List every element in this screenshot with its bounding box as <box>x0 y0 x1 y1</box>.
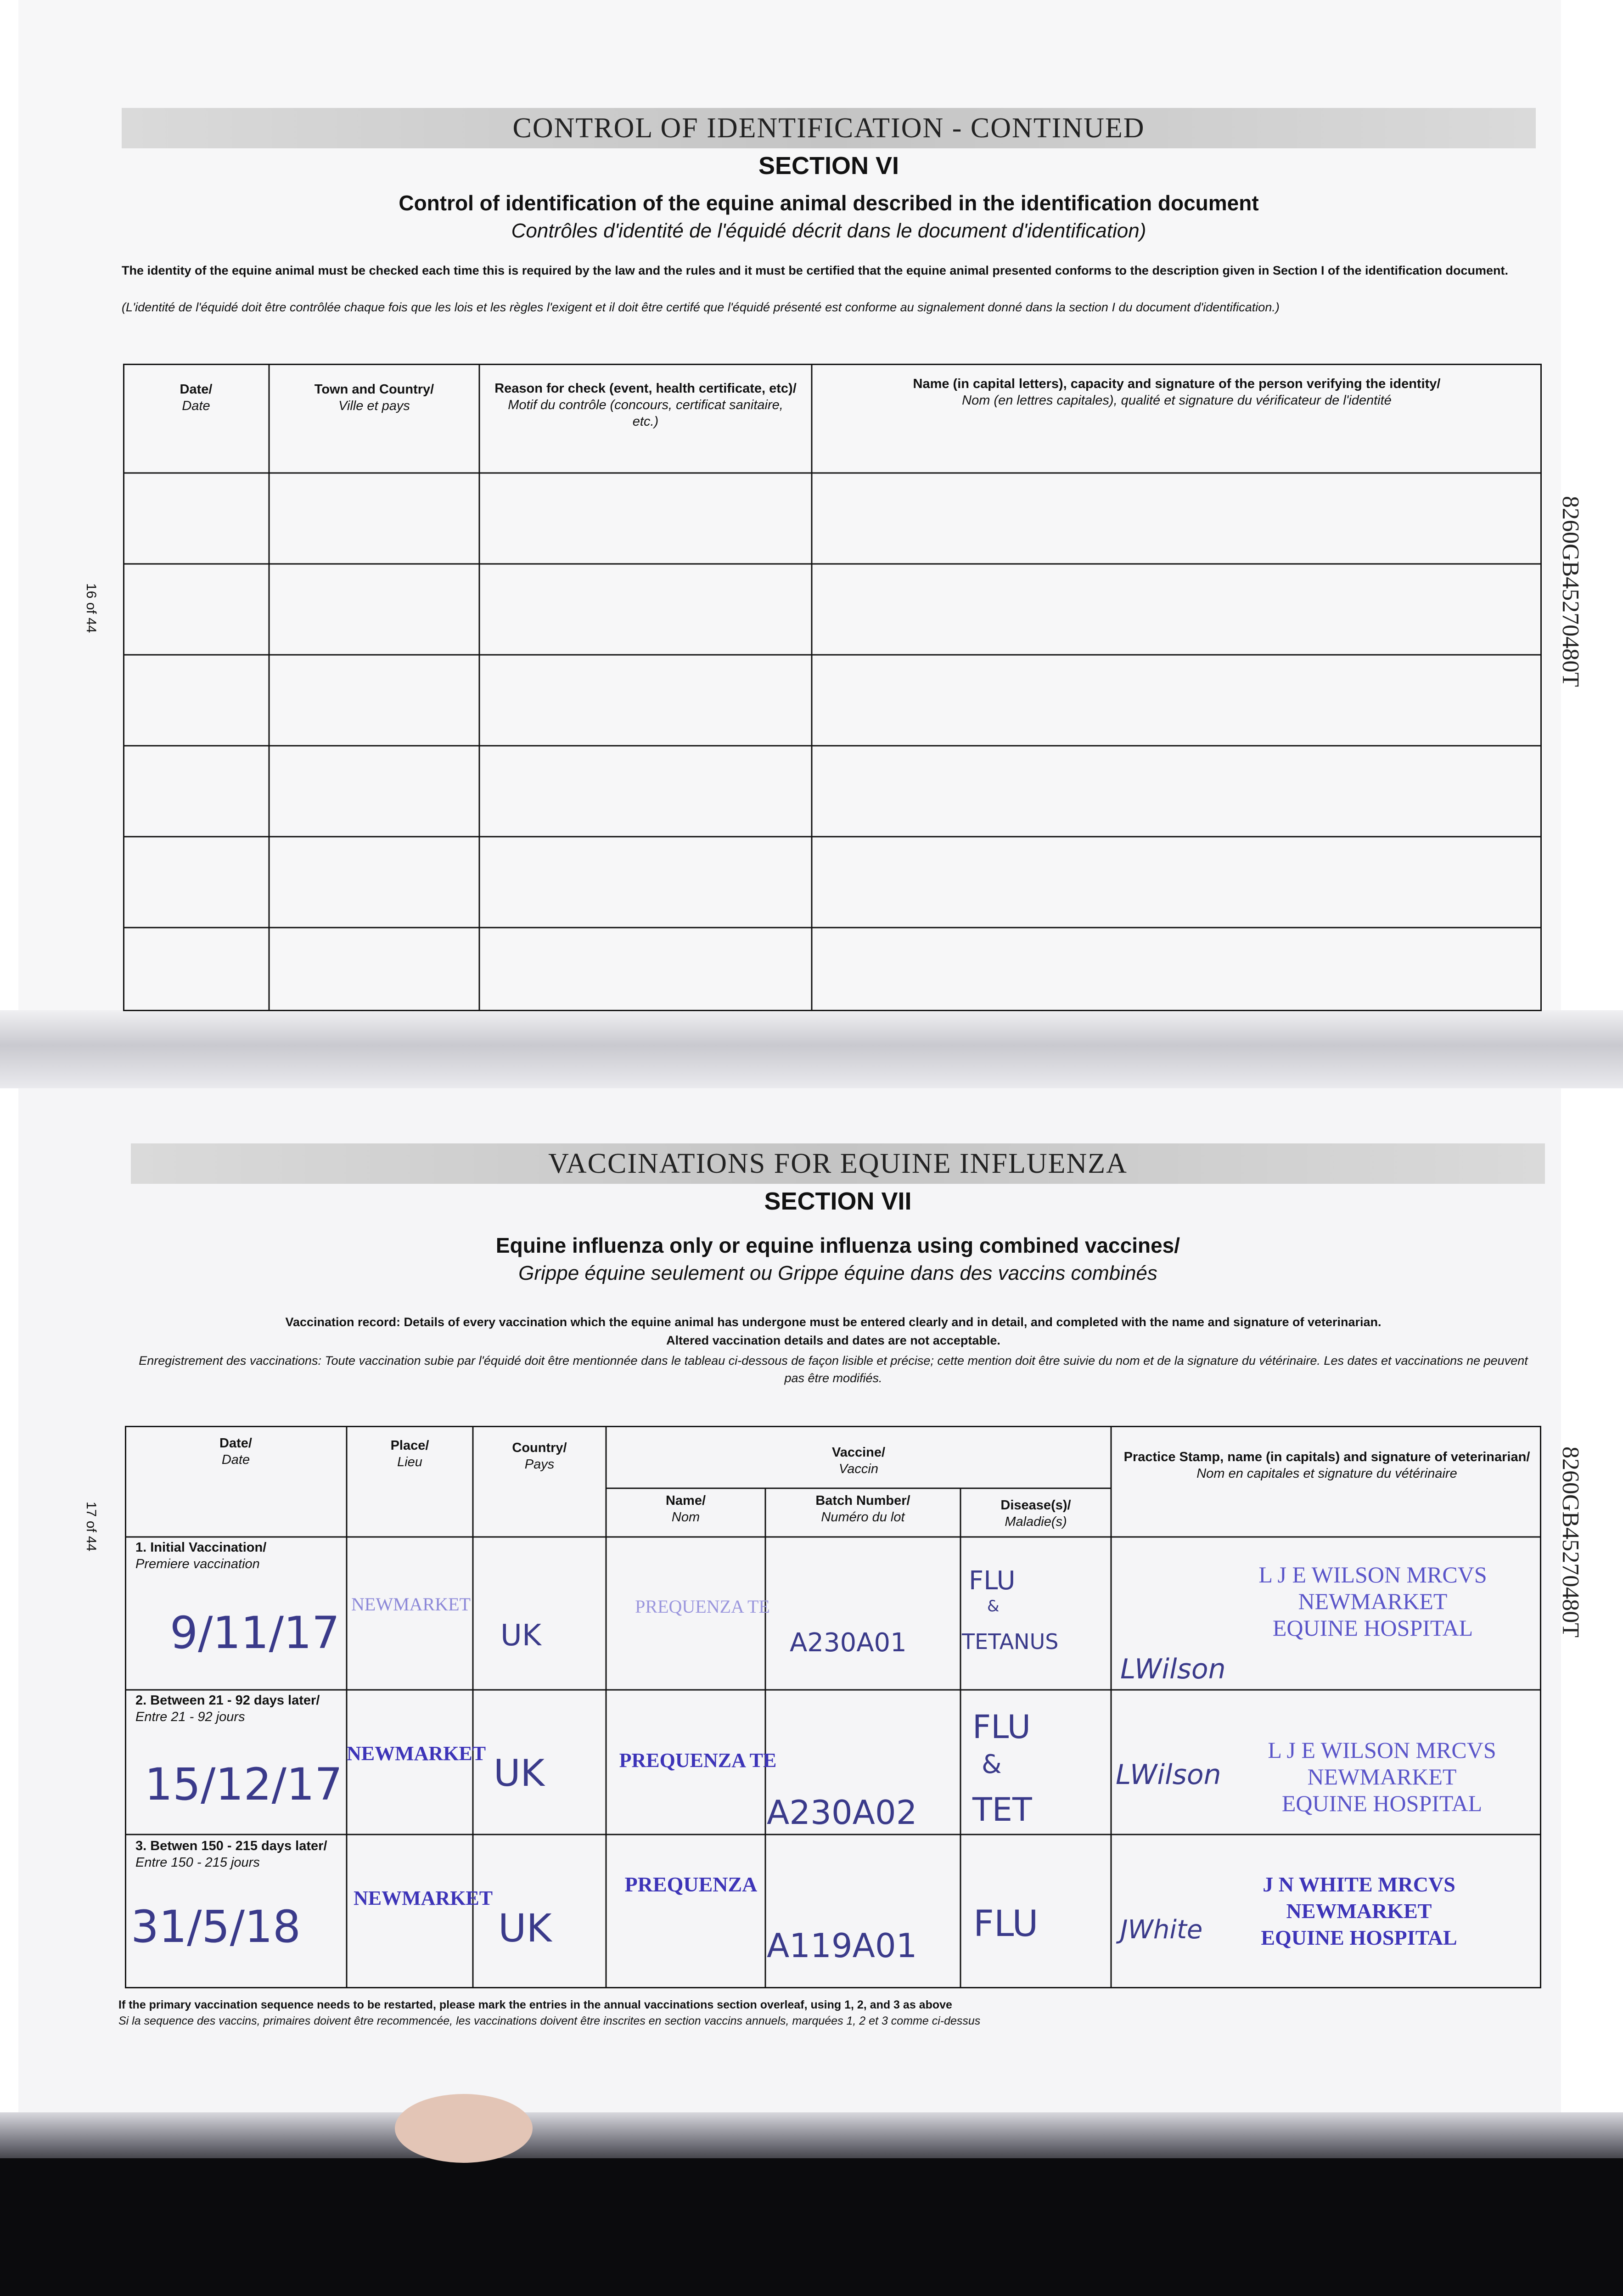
page-fold <box>0 1010 1623 1088</box>
s6-row-5[interactable] <box>123 837 1542 928</box>
section7-banner: VACCINATIONS FOR EQUINE INFLUENZA <box>131 1143 1545 1184</box>
s7-row1-country[interactable]: UK <box>500 1619 541 1653</box>
s7-col-country: Country/ Pays <box>512 1441 567 1472</box>
section7-footnote: If the primary vaccination sequence needs to be restarted, please mark the entries in the annual vaccinations section overleaf, using 1, 2, and 3 as above <box>118 1998 952 2011</box>
s7-row3-date[interactable]: 31/5/18 <box>131 1901 301 1953</box>
section7-title: SECTION VII <box>764 1187 912 1215</box>
s7-col-vaccine-name: Name/ Nom <box>665 1493 706 1525</box>
s7-row1-disease-2[interactable]: & <box>987 1597 1000 1615</box>
s7-row2-stamp-name: L J E WILSON MRCVS <box>1268 1737 1496 1763</box>
s7-row1-disease-3[interactable]: TETANUS <box>962 1629 1059 1654</box>
s7-row2-vaccine[interactable]: PREQUENZA TE <box>619 1749 777 1772</box>
s7-col-place: Place/ Lieu <box>390 1438 429 1469</box>
section6-subtitle: Control of identification of the equine animal described in the identification document <box>399 191 1259 215</box>
s7-row3-vaccine[interactable]: PREQUENZA <box>624 1873 758 1896</box>
s7-col-vaccine: Vaccine/ Vaccin <box>831 1445 886 1476</box>
s7-row1-place[interactable]: NEWMARKET <box>351 1594 471 1615</box>
s7-row3-place[interactable]: NEWMARKET <box>354 1887 493 1909</box>
s6-row-3[interactable] <box>123 655 1542 746</box>
s7-row1-label: 1. Initial Vaccination/ Premiere vaccination <box>135 1540 267 1571</box>
s7-row1-stamp-hospital: EQUINE HOSPITAL <box>1272 1615 1473 1641</box>
s7-row2-label: 2. Between 21 - 92 days later/ Entre 21 - 92 jours <box>135 1693 320 1724</box>
section6-instruction: The identity of the equine animal must be checked each time this is required by the law and the rules and it must be certified that the equine animal presented conforms to the description given in Section I of the identification document. <box>122 264 1509 277</box>
s7-row3-batch[interactable]: A119A01 <box>767 1926 917 1965</box>
document-code-bottom: 8260GB45270480T <box>1557 1446 1584 1638</box>
s7-row2-stamp-hospital: EQUINE HOSPITAL <box>1281 1790 1483 1816</box>
section7-record-fr: Enregistrement des vaccinations: Toute vaccination subie par l'équidé doit être mentionnée dans le tableau ci-dessous de façon lisible et précise; cette mention doit être suivie du nom et de la signature du vétérinaire. Les dates et vaccinations ne peuvent pas être modifiés. <box>139 1354 1528 1385</box>
s7-row3-label: 3. Betwen 150 - 215 days later/ Entre 150 - 215 jours <box>135 1839 327 1870</box>
s7-col-practice: Practice Stamp, name (in capitals) and signature of veterinarian/ Nom en capitales et signature du vétérinaire <box>1123 1450 1530 1481</box>
s7-row1-stamp-name: L J E WILSON MRCVS <box>1258 1562 1487 1587</box>
s7-row2-disease-1[interactable]: FLU <box>972 1708 1031 1746</box>
s7-row1-vaccine[interactable]: PREQUENZA TE <box>635 1596 770 1617</box>
section7-footnote-fr: Si la sequence des vaccins, primaires doivent être recommencée, les vaccinations doivent être inscrites en section vaccins annuels, marquées 1, 2 et 3 comme ci-dessus <box>118 2015 981 2027</box>
s7-row2-stamp-town: NEWMARKET <box>1307 1764 1457 1790</box>
s7-col-batch: Batch Number/ Numéro du lot <box>815 1493 910 1525</box>
s6-row-2[interactable] <box>123 564 1542 655</box>
s7-row2-disease-3[interactable]: TET <box>972 1791 1032 1829</box>
page-number-17: 17 of 44 <box>84 1502 99 1552</box>
section6-instruction-fr: (L'identité de l'équidé doit être contrôlée chaque fois que les lois et les règles l'exigent et il doit être certifé que l'équidé présenté est conforme au signalement donné dans la section I du document d'identification.) <box>122 300 1280 314</box>
scan-background <box>0 2158 1623 2296</box>
s6-row-1[interactable] <box>123 473 1542 564</box>
s7-row1-signature[interactable]: LWilson <box>1120 1653 1226 1685</box>
finger <box>395 2094 533 2163</box>
s7-row3-signature[interactable]: JWhite <box>1120 1915 1203 1945</box>
s7-row2-place[interactable]: NEWMARKET <box>347 1742 486 1765</box>
s7-row2-country[interactable]: UK <box>494 1752 545 1795</box>
section7-record-altered: Altered vaccination details and dates are not acceptable. <box>666 1334 1000 1347</box>
page-number-16: 16 of 44 <box>84 583 99 633</box>
s7-row2-date[interactable]: 15/12/17 <box>145 1759 343 1810</box>
s7-row3-stamp-name: J N WHITE MRCVS <box>1263 1873 1455 1896</box>
s6-col-date: Date/ Date <box>180 382 213 413</box>
s6-col-name: Name (in capital letters), capacity and signature of the person verifying the identity/ Nom (en lettres capitales), qualité et signature du vérificateur de l'identité <box>913 377 1441 408</box>
section7-record: Vaccination record: Details of every vaccination which the equine animal has undergone must be entered clearly and in detail, and completed with the name and signature of veterinarian. <box>285 1315 1382 1329</box>
section6-title: SECTION VI <box>758 152 899 180</box>
s7-row3-country[interactable]: UK <box>498 1906 552 1951</box>
s7-row1-stamp-town: NEWMARKET <box>1298 1588 1448 1614</box>
s6-row-6[interactable] <box>123 928 1542 1011</box>
s6-col-town: Town and Country/ Ville et pays <box>314 382 434 413</box>
s7-row1-date[interactable]: 9/11/17 <box>170 1607 340 1659</box>
s7-row3-stamp-hospital: EQUINE HOSPITAL <box>1261 1926 1457 1949</box>
s6-col-reason: Reason for check (event, health certificate, etc)/ Motif du contrôle (concours, certificat sanitaire, etc.) <box>494 381 797 429</box>
section6-subtitle-fr: Contrôles d'identité de l'équidé décrit dans le document d'identification) <box>511 219 1146 242</box>
s7-row1-batch[interactable]: A230A01 <box>790 1628 907 1658</box>
s7-row1-disease-1[interactable]: FLU <box>969 1566 1016 1596</box>
s7-col-disease: Disease(s)/ Maladie(s) <box>1000 1498 1071 1529</box>
s7-row3-stamp-town: NEWMARKET <box>1286 1899 1432 1923</box>
section7-subtitle: Equine influenza only or equine influenza using combined vaccines/ <box>495 1233 1180 1257</box>
section6-banner: CONTROL OF IDENTIFICATION - CONTINUED <box>122 108 1536 148</box>
s7-col-date: Date/ Date <box>219 1436 252 1467</box>
document-code-top: 8260GB45270480T <box>1557 496 1584 687</box>
s6-row-4[interactable] <box>123 746 1542 837</box>
section7-subtitle-fr: Grippe équine seulement ou Grippe équine dans des vaccins combinés <box>518 1262 1157 1284</box>
s7-row3-disease-1[interactable]: FLU <box>973 1903 1039 1945</box>
s7-row2-signature[interactable]: LWilson <box>1116 1759 1221 1791</box>
s7-row2-disease-2[interactable]: & <box>982 1750 1002 1779</box>
s7-row2-batch[interactable]: A230A02 <box>767 1793 917 1832</box>
